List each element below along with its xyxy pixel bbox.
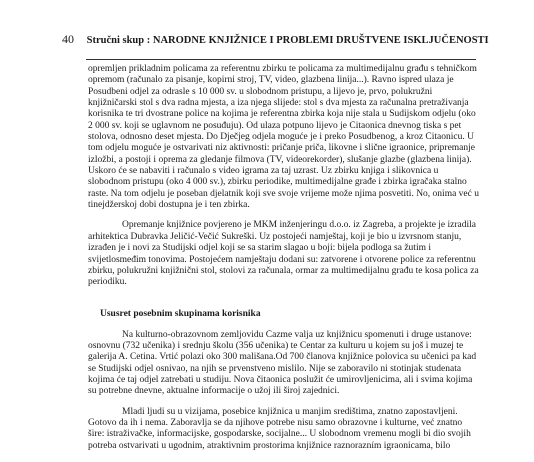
document-body [88,64,480,452]
text-line: izrađen je i novi za Studijski odjel koji se sa starim slagao u boji: bijela podloga sa žutim i [88,243,431,254]
text-line: Opremanje knjižnice povjereno je MKM inženjeringu d.o.o. iz Zagreba, a projekte je izradila [122,220,477,231]
text-line: izložbi, a postoji i oprema za gledanje filmova (TV, videorekorder), slušanje glazbe (glazbena linija). [88,154,472,165]
text-line: Na kulturno-obrazovnom zemljovidu Čazme valja uz knjižnicu spomenuti i druge ustanove: [122,329,472,340]
paragraph-1 [88,64,480,211]
paragraph-4 [88,407,480,452]
text-line: opremljen prikladnim policama za referentnu zbirku te policama za multimedijalnu građu s tehničkom [88,64,477,74]
text-line: Mladi ljudi su u vizijama, posebice knjižnica u manjim središtima, znatno zapostavljeni. [122,406,458,417]
running-title: Stručni skup : NARODNE KNJIŽNICE I PROBLEMI DRUŠTVENE ISKLJUČENOSTI [86,35,489,46]
text-line: Posudbeni odjel za odrasle s 10 000 sv. u slobodnom pristupu, a lijevo je, prvo, polukružni [88,86,433,97]
page-header [62,32,489,47]
paragraph-2 [88,220,480,288]
paragraph-3 [88,330,480,398]
text-line: arhitektica Dubravka Jeličić-Večić Sukreški. Uz postojeći namještaj, koji je bio u izvrsnom stanju, [88,231,462,242]
section-gap [88,289,480,309]
page-number: 40 [62,32,74,46]
text-line: Uskoro će se nabaviti i računalo s video igrama za taj uzrast. Uz zbirku knjiga i slikovnica u [88,166,439,177]
text-line: tinejdžerskoj dobi dostupna je i ten zbirka. [88,200,250,211]
text-line: stolova, odnosno deset mjesta. Do Dječjeg odjela moguće je i preko Posudbenog, a kroz Čitaonicu. U [88,132,474,143]
text-line: potreba ostvarivati u ugodnim, atraktivnim prostorima knjižnice raznorazním igraonicama, bilo [88,440,451,451]
paragraph-gap [88,211,480,220]
text-line: kojima će taj odjel zatrebati u studiju. Nova čitaonica poslužit će umirovljenicima, ali i svima kojima [88,374,473,385]
text-line: svijetlosmeđim tonovima. Postojećem namještaju dodani su: zatvorene i otvorene police za referentnu [88,254,476,265]
text-line: su potrebne dnevne, aktualne informacije o užoj ili široj zajednici. [88,386,340,397]
paragraph-gap [88,321,480,330]
text-line: opremom (računalo za pisanje, kopirni stroj, TV, video, glazbena linija...). Ravno ispred ulaza je [88,75,454,86]
text-line: periodiku. [88,277,127,288]
section-heading: Ususret posebnim skupinama korisnika [100,308,261,319]
text-line: šire: istraživačke, informacijske, gospodarske, socijalne... U slobodnom vremenu mogli bi dio svojih [88,429,471,440]
text-line: korisnika te tri dvostrane police na kojima je referentna zbirka koja nije stala u Sudijskom odjelu (oko [88,109,476,120]
text-line: 2 000 sv. koji se uglavnom ne posuđuju). Od ulaza potpuno lijevo je Čitaonica dnevnog tiska s pet [88,120,462,131]
text-line: galerija A. Cetina. Vrtić polazi oko 300 mališana.Od 700 članova knjižnice polovica su učenici pa kad [88,352,477,363]
text-line: zbirku, polukružni knjižnični stol, stolovi za računala, ormar za multimedijalnu građu te kosa polica za [88,265,479,276]
text-line: osnovnu (732 učenika) i srednju školu (356 učenika) te Centar za kulturu u kojem su još i muzej te [88,340,464,351]
text-line: raste. Na tom odjelu je poseban djelatnik koji sve svoje vrijeme može njima posvetiti. No, onima već u [88,188,479,199]
text-line: Gotovo da ih i nema. Zaboravlja se da njihove potrebe nisu samo obrazovne i kulturne, već znatno [88,417,463,428]
header-rule [86,59,476,60]
text-line: slobodnom pristupu (oko 4 000 sv.), zbirku periodike, multimedijalne građe i zbirka igračaka stalno [88,177,467,188]
text-line: knjižničarski stol s dva radna mjesta, a iza njega slijede: stol s dva mjesta za računalna pretraživanja [88,98,469,109]
text-line: se Studijski odjel osnivao, na njih se prvenstveno mislilo. Nije se zaboravilo ni stotinjak studenata [88,363,462,374]
paragraph-gap [88,398,480,407]
text-line: tom odjelu moguće je ostvarivati niz aktivnosti: pričanje priča, likovne i slične igraonice, pripremanje [88,143,476,154]
